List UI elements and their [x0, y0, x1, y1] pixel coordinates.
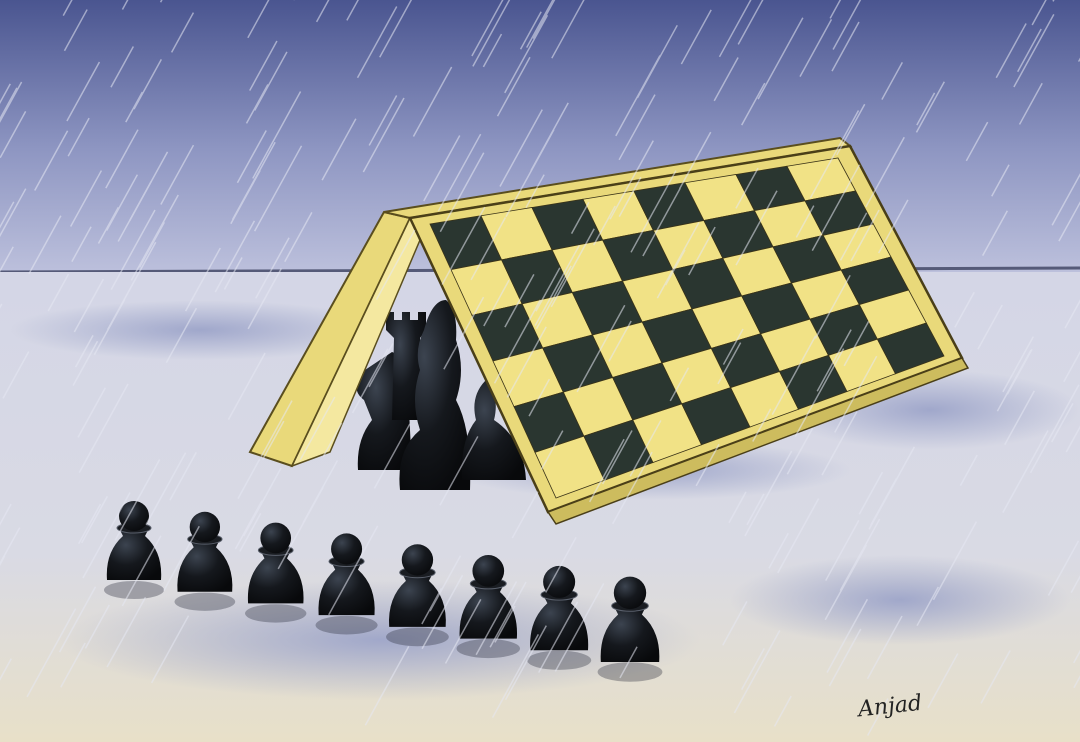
pawn-reflection [245, 604, 306, 622]
pawn-head [543, 566, 575, 598]
pawn-head [614, 577, 646, 609]
pawn-reflection [386, 627, 449, 646]
pawn-reflection [316, 616, 378, 635]
pawn-head [260, 523, 291, 554]
pawn-reflection [457, 639, 520, 658]
pawn-reflection [175, 593, 236, 611]
artist-signature: Anjad [856, 690, 924, 723]
pawn-head [190, 512, 220, 542]
pawn-head [472, 555, 504, 587]
pawn-head [402, 544, 433, 575]
pawn-reflection [598, 662, 663, 681]
pawn-head [331, 533, 362, 564]
pawn-reflection [527, 651, 591, 670]
